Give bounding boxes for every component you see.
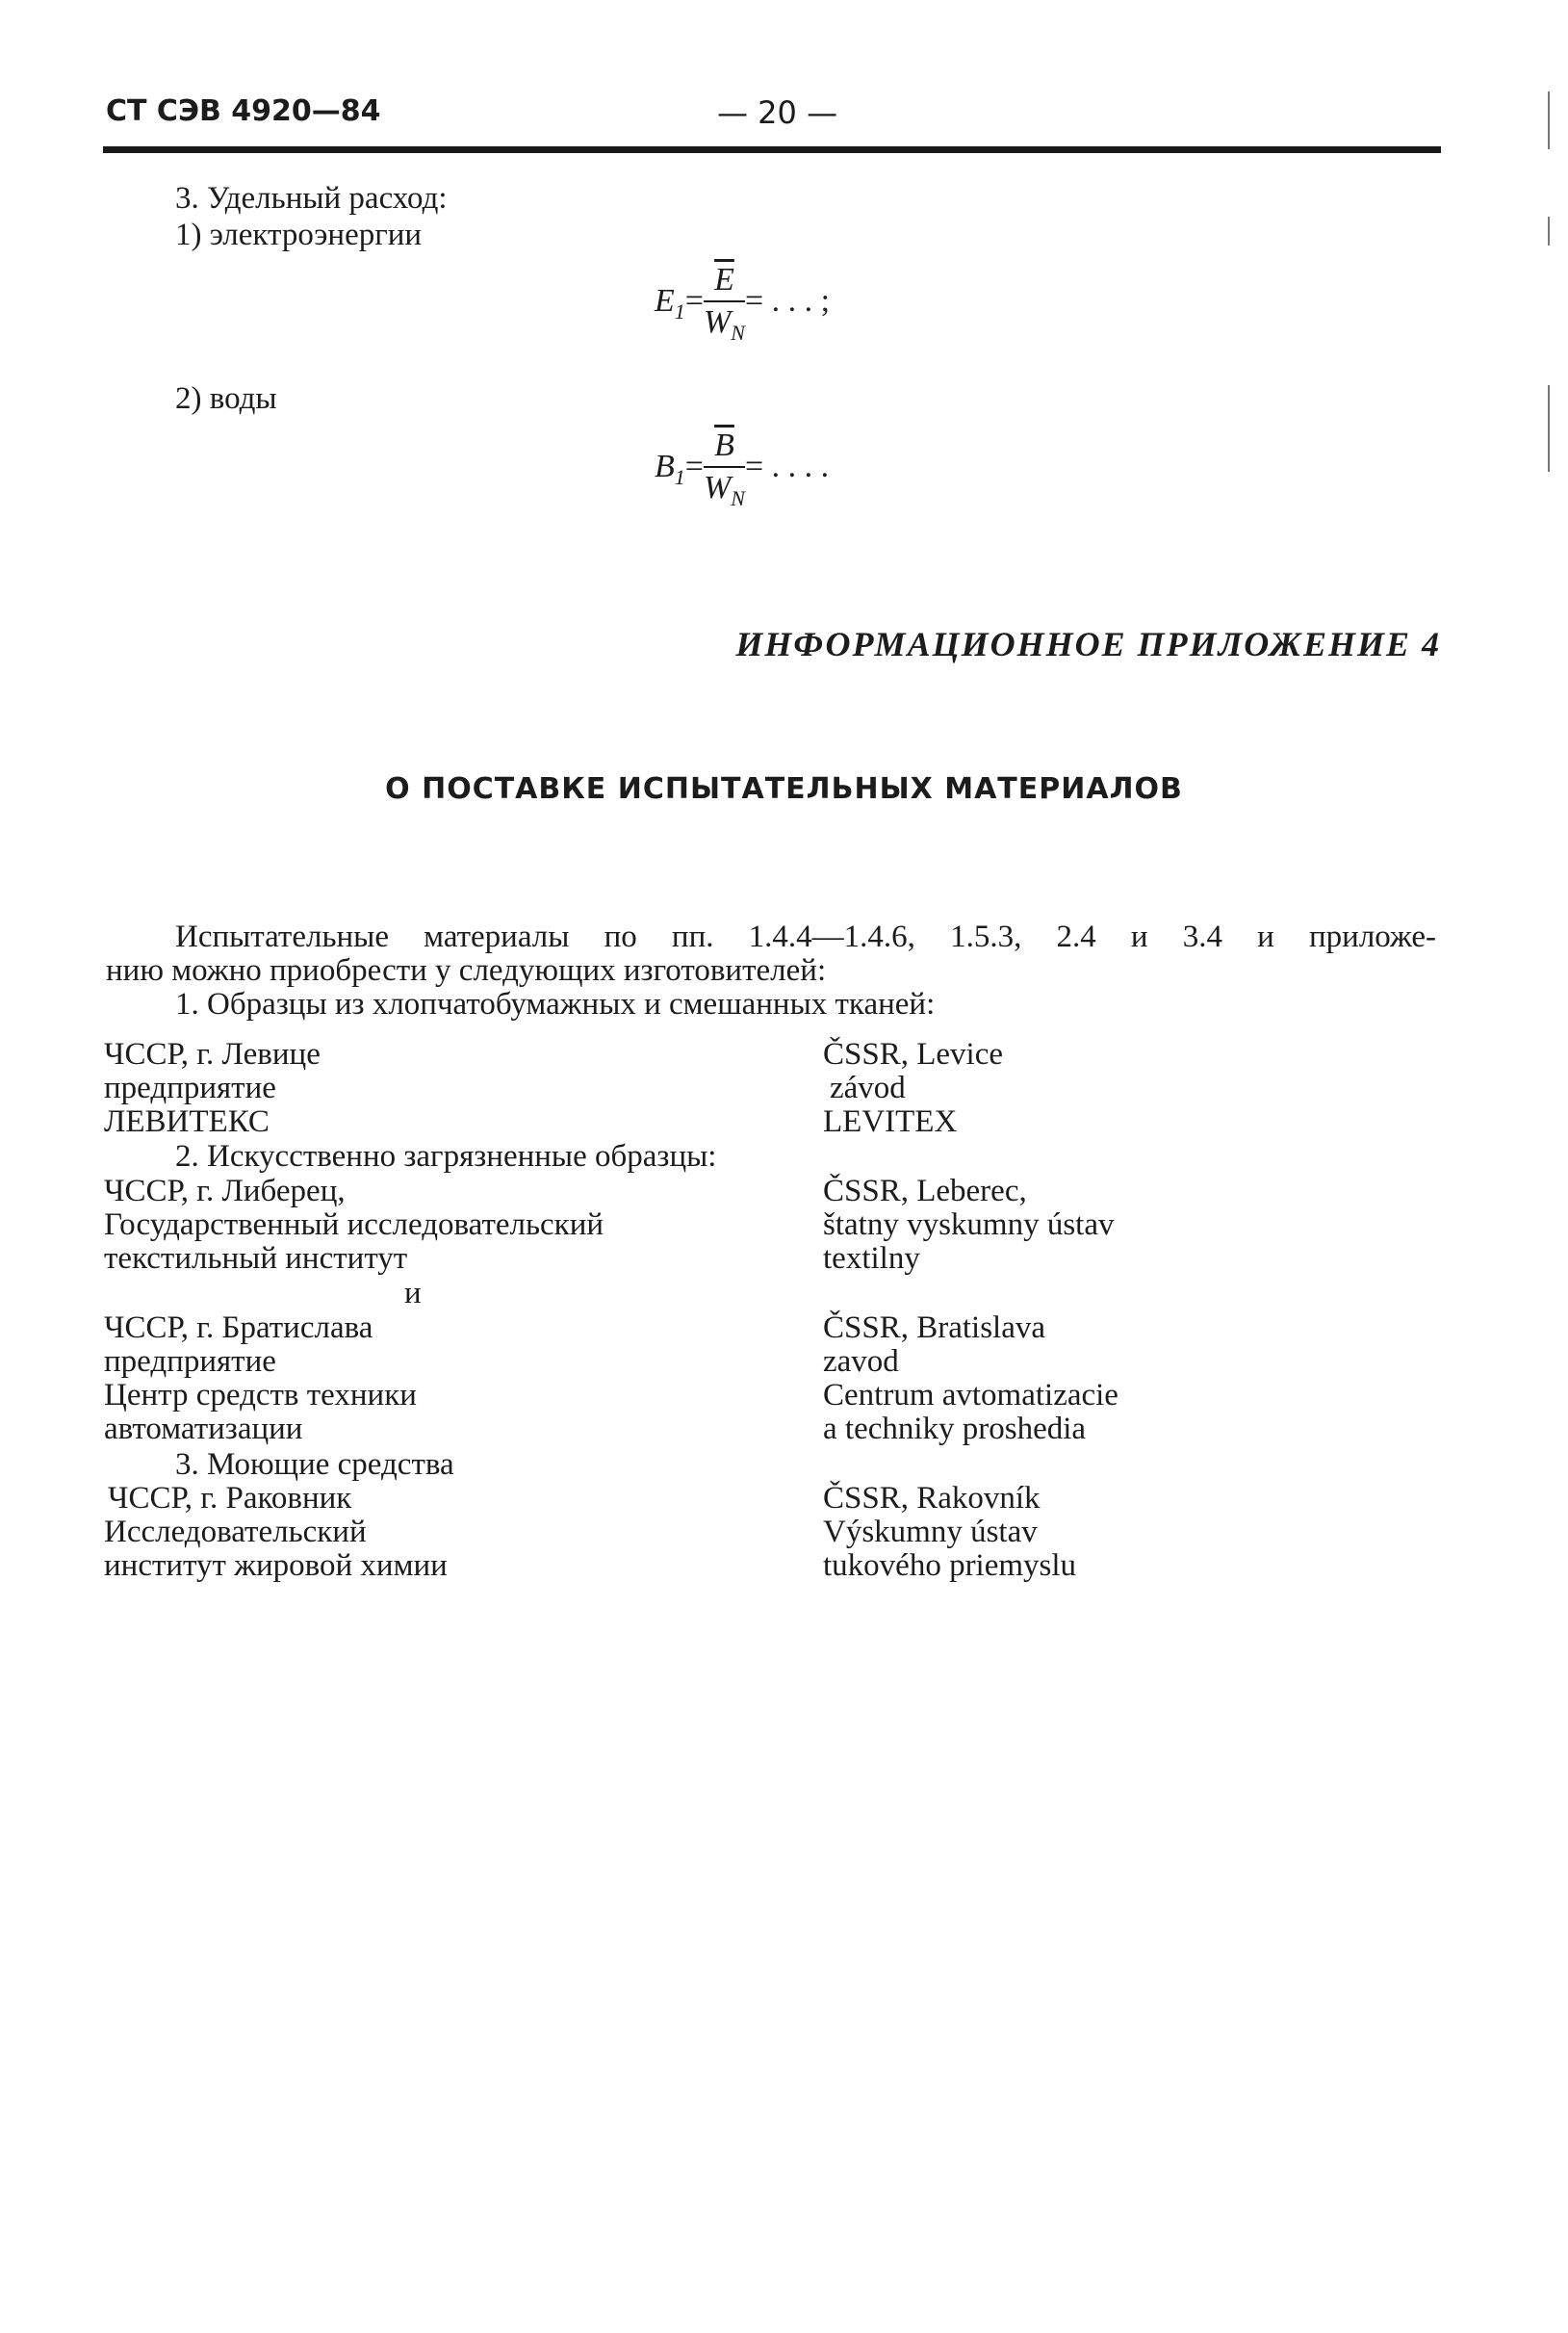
header-rule	[103, 146, 1441, 153]
supplier-left-line: ЧССР, г. Братислава	[104, 1310, 373, 1345]
scan-mark	[1548, 217, 1550, 246]
supplier-left-line: Центр средств техники	[104, 1378, 417, 1413]
list-item: 1) электроэнергии	[175, 218, 423, 252]
supplier-right-line: Výskumny ústav	[823, 1515, 1038, 1549]
formula-tail: = . . . ;	[744, 283, 831, 320]
formula-lhs: E	[655, 283, 675, 320]
supplier-right-line: závod	[830, 1071, 906, 1105]
supplier-right-line: štatny vyskumny ústav	[823, 1207, 1115, 1242]
formula-denominator-subscript: N	[731, 485, 745, 510]
supplier-right-line: ČSSR, Leberec,	[823, 1174, 1027, 1208]
supplier-left-line: текстильный институт	[104, 1241, 408, 1276]
scan-mark	[1548, 385, 1550, 472]
formula-numerator: $\overline{E}$	[704, 262, 745, 302]
supplier-right-line: textilny	[823, 1241, 920, 1276]
formula-denominator-subscript: N	[731, 320, 745, 345]
supplier-right-line: Centrum avtomatizacie	[823, 1378, 1118, 1413]
scan-mark	[1548, 91, 1550, 149]
category-heading-1: 1. Образцы из хлопчатобумажных и смешанных тканей:	[175, 987, 936, 1022]
category-heading-3: 3. Моющие средства	[175, 1447, 454, 1482]
supplier-left-line: ЧССР, г. Левице	[104, 1037, 321, 1072]
document-code: СТ СЭВ 4920—84	[106, 94, 381, 128]
section-heading: 3. Удельный расход:	[175, 181, 448, 216]
formula-water: $B_1=$ $\frac{\overline{B}}{W_N}$ = . . . .	[655, 428, 830, 510]
supplier-right-line: ČSSR, Rakovník	[823, 1481, 1041, 1516]
category-heading-2: 2. Искусственно загрязненные образцы:	[175, 1139, 717, 1174]
formula-fraction	[704, 428, 745, 511]
supplier-left-line: Исследовательский	[104, 1515, 367, 1549]
formula-fraction	[704, 262, 745, 346]
formula-numerator: $\overline{B}$	[704, 428, 745, 468]
list-item: 2) воды	[175, 381, 277, 416]
supplier-left-line: институт жировой химии	[104, 1548, 448, 1583]
supplier-right-line: zavod	[823, 1344, 899, 1379]
supplier-right-line: tukového priemyslu	[823, 1548, 1077, 1583]
supplier-left-line: предприятие	[104, 1344, 276, 1379]
supplier-left-line: ЧССР, г. Раковник	[108, 1481, 352, 1516]
supplier-right-line: LEVITEX	[823, 1104, 958, 1139]
formula-lhs-subscript: 1	[674, 465, 685, 489]
appendix-label: ИНФОРМАЦИОННОЕ ПРИЛОЖЕНИЕ 4	[735, 625, 1441, 663]
supplier-left-line: Государственный исследовательский	[104, 1207, 604, 1242]
formula-denominator: W	[703, 304, 732, 340]
formula-tail: = . . . .	[744, 449, 830, 485]
supplier-left-line: ЧССР, г. Либерец,	[104, 1174, 346, 1208]
formula-energy: $E_1=$ $\frac{\overline{E}}{W_N}$ = . . . ;	[655, 262, 831, 345]
formula-lhs: B	[655, 449, 675, 485]
formula-lhs-subscript: 1	[674, 299, 685, 324]
supplier-right-line: ČSSR, Bratislava	[823, 1310, 1046, 1345]
intro-line-2: нию можно приобрести у следующих изготовителей:	[106, 953, 827, 988]
conjunction: и	[404, 1276, 422, 1310]
appendix-title: О ПОСТАВКЕ ИСПЫТАТЕЛЬНЫХ МАТЕРИАЛОВ	[385, 772, 1183, 806]
supplier-right-line: a techniky proshedia	[823, 1412, 1087, 1446]
supplier-left-line: ЛЕВИТЕКС	[104, 1104, 270, 1139]
supplier-left-line: предприятие	[104, 1071, 276, 1105]
intro-line-1: Испытательные материалы по пп. 1.4.4—1.4.6, 1.5.3, 2.4 и 3.4 и приложе-	[175, 920, 1436, 954]
supplier-left-line: автоматизации	[104, 1412, 303, 1446]
supplier-right-line: ČSSR, Levice	[823, 1037, 1003, 1072]
formula-denominator: W	[703, 470, 732, 505]
page-number: — 20 —	[717, 94, 838, 131]
